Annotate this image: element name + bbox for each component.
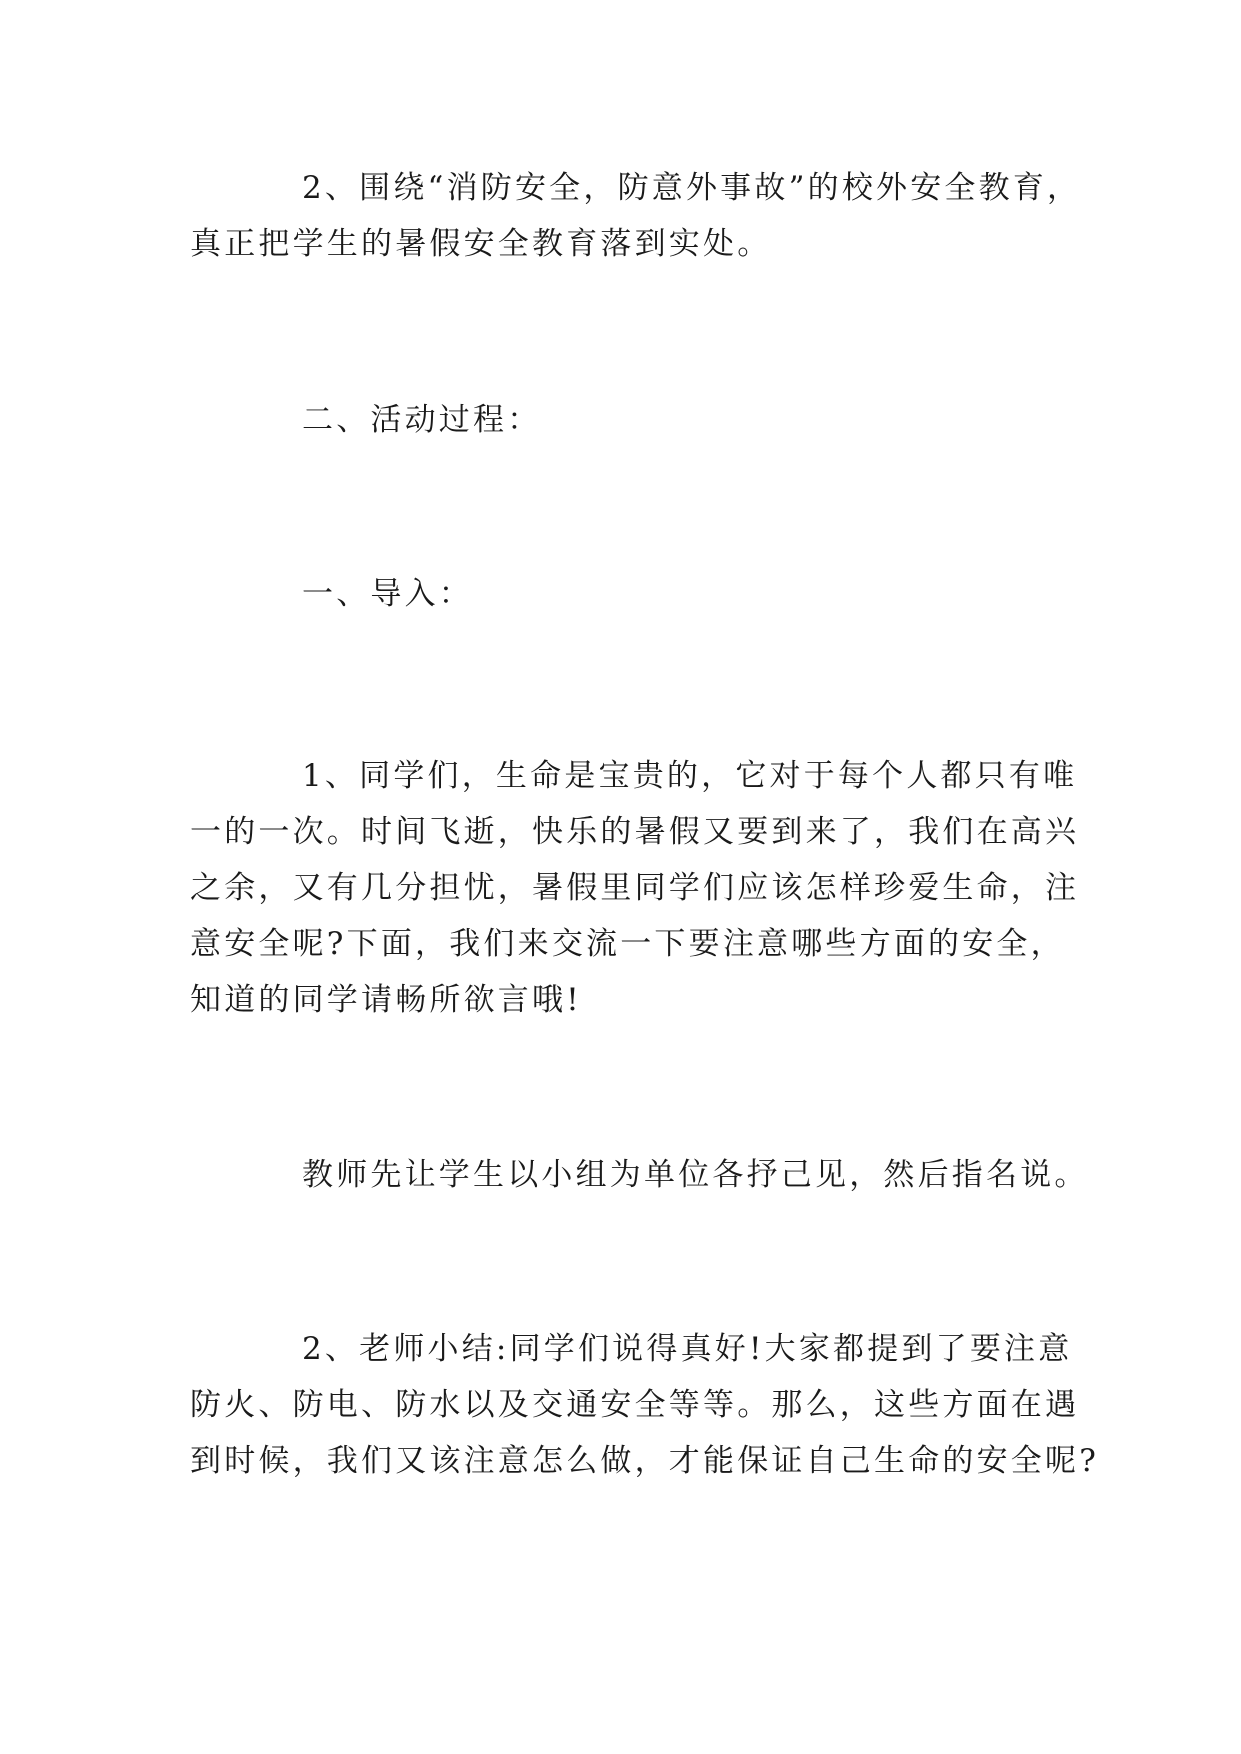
heading-line: 二、活动过程： <box>302 402 542 438</box>
paragraph-line: 教师先让学生以小组为单位各抒己见，然后指名说。 <box>302 1157 1089 1193</box>
paragraph-line: 防火、防电、防水以及交通安全等等。那么，这些方面在遇 <box>190 1387 1080 1423</box>
paragraph-introduction-question <box>190 748 1080 1028</box>
paragraph-line: 1、同学们，生命是宝贵的，它对于每个人都只有唯 <box>302 758 1078 794</box>
paragraph-line: 真正把学生的暑假安全教育落到实处。 <box>190 226 772 262</box>
paragraph-teacher-instruction <box>190 1147 1089 1203</box>
paragraph-line: 一的一次。时间飞逝，快乐的暑假又要到来了，我们在高兴 <box>190 814 1080 850</box>
paragraph-line: 知道的同学请畅所欲言哦! <box>190 982 582 1018</box>
paragraph-line: 到时候，我们又该注意怎么做，才能保证自己生命的安全呢? <box>190 1443 1100 1479</box>
paragraph-safety-education-goal <box>190 160 1082 272</box>
paragraph-teacher-summary <box>190 1321 1100 1489</box>
paragraph-line: 2、老师小结:同学们说得真好!大家都提到了要注意 <box>302 1331 1073 1367</box>
section-heading-introduction <box>190 566 1070 622</box>
paragraph-line: 意安全呢?下面，我们来交流一下要注意哪些方面的安全， <box>190 926 1065 962</box>
section-heading-activity-process <box>190 392 1070 448</box>
heading-line: 一、导入： <box>302 576 473 612</box>
paragraph-line: 之余，又有几分担忧，暑假里同学们应该怎样珍爱生命，注 <box>190 870 1080 906</box>
paragraph-line: 2、围绕“消防安全，防意外事故”的校外安全教育， <box>302 170 1082 206</box>
